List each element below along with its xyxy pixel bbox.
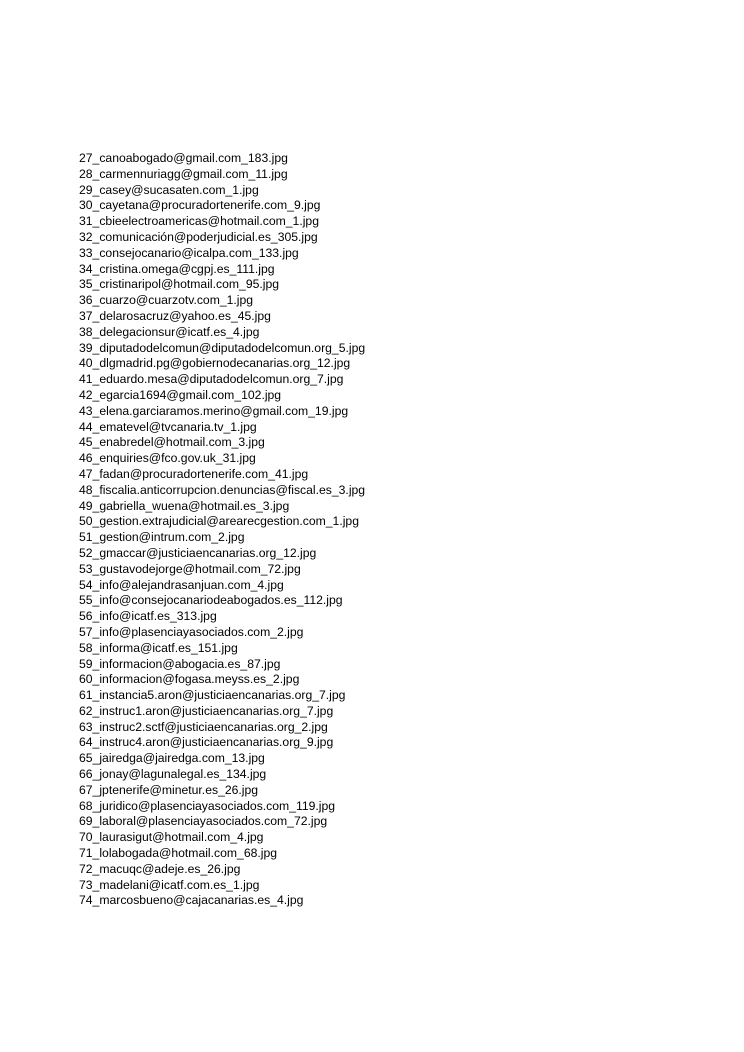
file-list-item: 69_laboral@plasenciayasociados.com_72.jpg — [79, 814, 328, 829]
file-list-item: 44_ematevel@tvcanaria.tv_1.jpg — [79, 419, 257, 434]
file-name-list — [79, 151, 365, 909]
file-list-item: 49_gabriella_wuena@hotmail.es_3.jpg — [79, 498, 290, 513]
file-list-item: 51_gestion@intrum.com_2.jpg — [79, 530, 245, 545]
file-list-item: 42_egarcia1694@gmail.com_102.jpg — [79, 387, 282, 402]
file-list-item: 73_madelani@icatf.com.es_1.jpg — [79, 877, 260, 892]
file-list-item: 65_jairedga@jairedga.com_13.jpg — [79, 751, 265, 766]
file-list-item: 39_diputadodelcomun@diputadodelcomun.org_5.jpg — [79, 340, 366, 355]
file-list-item: 41_eduardo.mesa@diputadodelcomun.org_7.jpg — [79, 372, 344, 387]
file-list-item: 50_gestion.extrajudicial@arearecgestion.com_1.jpg — [79, 514, 359, 529]
file-list-item: 33_consejocanario@icalpa.com_133.jpg — [79, 245, 299, 260]
file-list-item: 34_cristina.omega@cgpj.es_111.jpg — [79, 261, 275, 276]
file-list-item: 35_cristinaripol@hotmail.com_95.jpg — [79, 277, 280, 292]
file-list-item: 64_instruc4.aron@justiciaencanarias.org_9.jpg — [79, 735, 334, 750]
file-list-item: 66_jonay@lagunalegal.es_134.jpg — [79, 767, 267, 782]
file-list-item: 27_canoabogado@gmail.com_183.jpg — [79, 151, 288, 165]
file-list-item: 45_enabredel@hotmail.com_3.jpg — [79, 435, 265, 450]
file-list-item: 55_info@consejocanariodeabogados.es_112.jpg — [79, 593, 343, 608]
file-list-item: 61_instancia5.aron@justiciaencanarias.org_7.jpg — [79, 688, 346, 703]
file-list-item: 67_jptenerife@minetur.es_26.jpg — [79, 782, 259, 797]
file-list-item: 62_instruc1.aron@justiciaencanarias.org_7.jpg — [79, 703, 334, 718]
file-list-item: 54_info@alejandrasanjuan.com_4.jpg — [79, 577, 284, 592]
file-list-item: 48_fiscalia.anticorrupcion.denuncias@fiscal.es_3.jpg — [79, 482, 366, 497]
file-list-item: 63_instruc2.sctf@justiciaencanarias.org_2.jpg — [79, 719, 328, 734]
file-list-item: 71_lolabogada@hotmail.com_68.jpg — [79, 846, 278, 861]
file-list-item: 46_enquiries@fco.gov.uk_31.jpg — [79, 451, 256, 466]
file-list-item: 28_carmennuriagg@gmail.com_11.jpg — [79, 166, 288, 181]
file-list-item: 31_cbieelectroamericas@hotmail.com_1.jpg — [79, 214, 319, 229]
file-list-item: 74_marcosbueno@cajacanarias.es_4.jpg — [79, 893, 304, 908]
file-list-item: 60_informacion@fogasa.meyss.es_2.jpg — [79, 672, 300, 687]
file-list-item: 30_cayetana@procuradortenerife.com_9.jpg — [79, 198, 321, 213]
file-list-item: 57_info@plasenciayasociados.com_2.jpg — [79, 624, 304, 639]
file-list-item: 53_gustavodejorge@hotmail.com_72.jpg — [79, 561, 301, 576]
file-list-item: 72_macuqc@adeje.es_26.jpg — [79, 861, 241, 876]
file-list-item: 37_delarosacruz@yahoo.es_45.jpg — [79, 308, 271, 323]
file-list-item: 58_informa@icatf.es_151.jpg — [79, 640, 238, 655]
file-list-item: 59_informacion@abogacia.es_87.jpg — [79, 656, 281, 671]
file-list-item: 38_delegacionsur@icatf.es_4.jpg — [79, 324, 260, 339]
file-list-item: 36_cuarzo@cuarzotv.com_1.jpg — [79, 293, 254, 308]
file-list-item: 47_fadan@procuradortenerife.com_41.jpg — [79, 466, 309, 481]
file-list-item: 40_dlgmadrid.pg@gobiernodecanarias.org_12.jpg — [79, 356, 351, 371]
file-list-item: 29_casey@sucasaten.com_1.jpg — [79, 182, 259, 197]
file-list-item: 70_laurasigut@hotmail.com_4.jpg — [79, 830, 264, 845]
file-list-item: 32_comunicación@poderjudicial.es_305.jpg — [79, 229, 318, 244]
file-list-item: 43_elena.garciaramos.merino@gmail.com_19.jpg — [79, 403, 349, 418]
file-list-item: 52_gmaccar@justiciaencanarias.org_12.jpg — [79, 545, 317, 560]
file-list-item: 68_juridico@plasenciayasociados.com_119.jpg — [79, 798, 336, 813]
file-list-item: 56_info@icatf.es_313.jpg — [79, 609, 217, 624]
